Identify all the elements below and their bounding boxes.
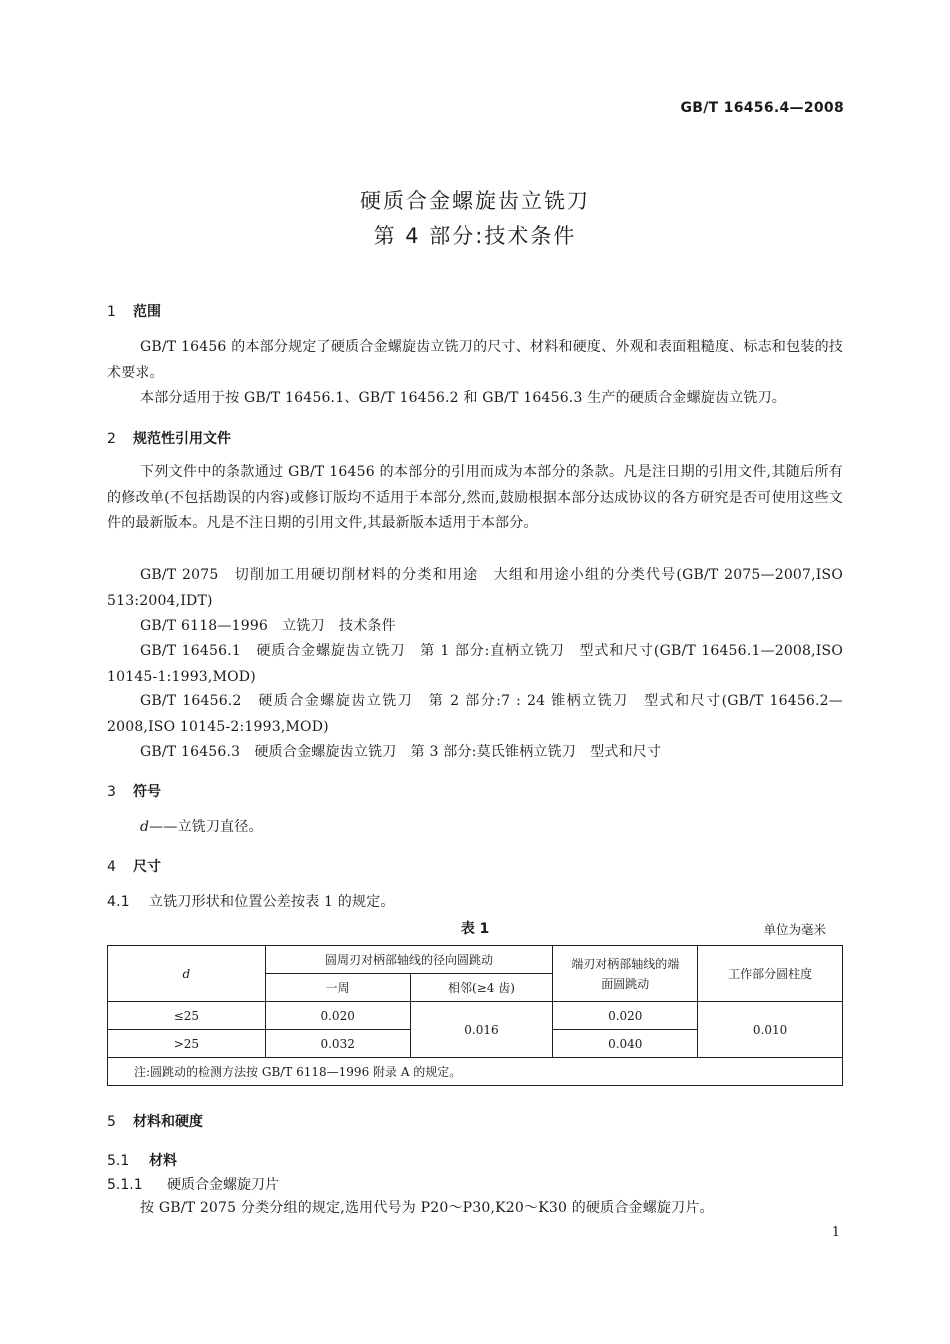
subsection-heading-5-1-1 xyxy=(107,1174,279,1194)
cell-cylindricity: 0.010 xyxy=(698,1002,843,1058)
document-subtitle: 第 4 部分:技术条件 xyxy=(373,224,577,248)
subsection-number: 5.1 xyxy=(107,1153,130,1169)
section-number: 2 xyxy=(107,431,116,447)
cell-d: >25 xyxy=(108,1030,266,1058)
cell-one-revolution: 0.020 xyxy=(265,1002,410,1030)
subsection-title: 硬质合金螺旋刀片 xyxy=(167,1177,279,1193)
subsection-text: 立铣刀形状和位置公差按表 1 的规定。 xyxy=(149,894,395,910)
subsection-number: 5.1.1 xyxy=(107,1177,143,1193)
reference-item: GB/T 2075 切削加工用硬切削材料的分类和用途 大组和用途小组的分类代号(GB/T 2075—2007,ISO 513:2004,IDT) xyxy=(107,567,843,609)
reference-item: GB/T 16456.3 硬质合金螺旋齿立铣刀 第 3 部分:莫氏锥柄立铣刀 型式和尺寸 xyxy=(140,744,662,760)
header-cylindricity: 工作部分圆柱度 xyxy=(698,946,843,1002)
table-note-row xyxy=(108,1058,843,1086)
symbol-description: ——立铣刀直径。 xyxy=(149,819,263,835)
paragraph: 下列文件中的条款通过 GB/T 16456 的本部分的引用而成为本部分的条款。凡是注日期的引用文件,其随后所有的修改单(不包括勘误的内容)或修订版均不适用于本部分,然而,鼓励根据本部分达成协议的各方研究是否可使用这些文件的最新版本。凡是不注日期的引用文件,其最新版本适用于本部分。 xyxy=(107,464,843,531)
reference-item: GB/T 16456.1 硬质合金螺旋齿立铣刀 第 1 部分:直柄立铣刀 型式和尺寸(GB/T 16456.1—2008,ISO 10145-1:1993,MOD) xyxy=(107,643,843,685)
standard-code: GB/T 16456.4—2008 xyxy=(680,100,844,116)
table-unit: 单位为毫米 xyxy=(763,922,826,937)
paragraph: 本部分适用于按 GB/T 16456.1、GB/T 16456.2 和 GB/T 16456.3 生产的硬质合金螺旋齿立铣刀。 xyxy=(140,390,787,406)
section-number: 5 xyxy=(107,1114,116,1130)
cell-axial: 0.020 xyxy=(553,1002,698,1030)
table-header-row xyxy=(108,946,843,974)
section-number: 1 xyxy=(107,304,116,320)
header-d: d xyxy=(108,946,266,1002)
section-title: 符号 xyxy=(133,784,161,800)
subsection-title: 材料 xyxy=(149,1153,177,1169)
cell-d: ≤25 xyxy=(108,1002,266,1030)
table-row xyxy=(108,1002,843,1030)
section-title: 尺寸 xyxy=(133,859,161,875)
paragraph: GB/T 16456 的本部分规定了硬质合金螺旋齿立铣刀的尺寸、材料和硬度、外观和表面粗糙度、标志和包装的技术要求。 xyxy=(107,339,843,381)
subsection-number: 4.1 xyxy=(107,894,130,910)
paragraph: 按 GB/T 2075 分类分组的规定,选用代号为 P20～P30,K20～K30 的硬质合金螺旋刀片。 xyxy=(140,1200,714,1216)
section-title: 范围 xyxy=(133,304,161,320)
header-radial-runout: 圆周刃对柄部轴线的径向圆跳动 xyxy=(265,946,553,974)
cell-adjacent: 0.016 xyxy=(410,1002,553,1058)
cell-axial: 0.040 xyxy=(553,1030,698,1058)
section-title: 规范性引用文件 xyxy=(133,431,231,447)
table-note: 注:圆跳动的检测方法按 GB/T 6118—1996 附录 A 的规定。 xyxy=(108,1058,843,1086)
tolerance-table xyxy=(107,945,843,1086)
header-one-revolution: 一周 xyxy=(265,974,410,1002)
section-number: 3 xyxy=(107,784,116,800)
cell-one-revolution: 0.032 xyxy=(265,1030,410,1058)
reference-item: GB/T 6118—1996 立铣刀 技术条件 xyxy=(140,618,396,634)
subsection-heading-5-1 xyxy=(107,1150,177,1170)
reference-item: GB/T 16456.2 硬质合金螺旋齿立铣刀 第 2 部分:7 : 24 锥柄立铣刀 型式和尺寸(GB/T 16456.2—2008,ISO 10145-2:1993,MOD) xyxy=(107,693,843,735)
header-adjacent: 相邻(≥4 齿) xyxy=(410,974,553,1002)
table-caption: 表 1 xyxy=(460,921,490,937)
section-title: 材料和硬度 xyxy=(133,1114,203,1130)
symbol: d xyxy=(140,819,150,835)
document-title: 硬质合金螺旋齿立铣刀 xyxy=(360,189,590,213)
section-heading-4 xyxy=(107,856,161,876)
section-heading-3 xyxy=(107,781,161,801)
section-heading-2 xyxy=(107,428,231,448)
section-number: 4 xyxy=(107,859,116,875)
symbol-definition xyxy=(107,815,843,841)
section-heading-1 xyxy=(107,301,161,321)
page-number: 1 xyxy=(831,1225,840,1240)
subsection-4-1 xyxy=(107,890,843,916)
header-axial-runout: 端刃对柄部轴线的端面圆跳动 xyxy=(553,946,698,1002)
section-heading-5 xyxy=(107,1111,203,1131)
